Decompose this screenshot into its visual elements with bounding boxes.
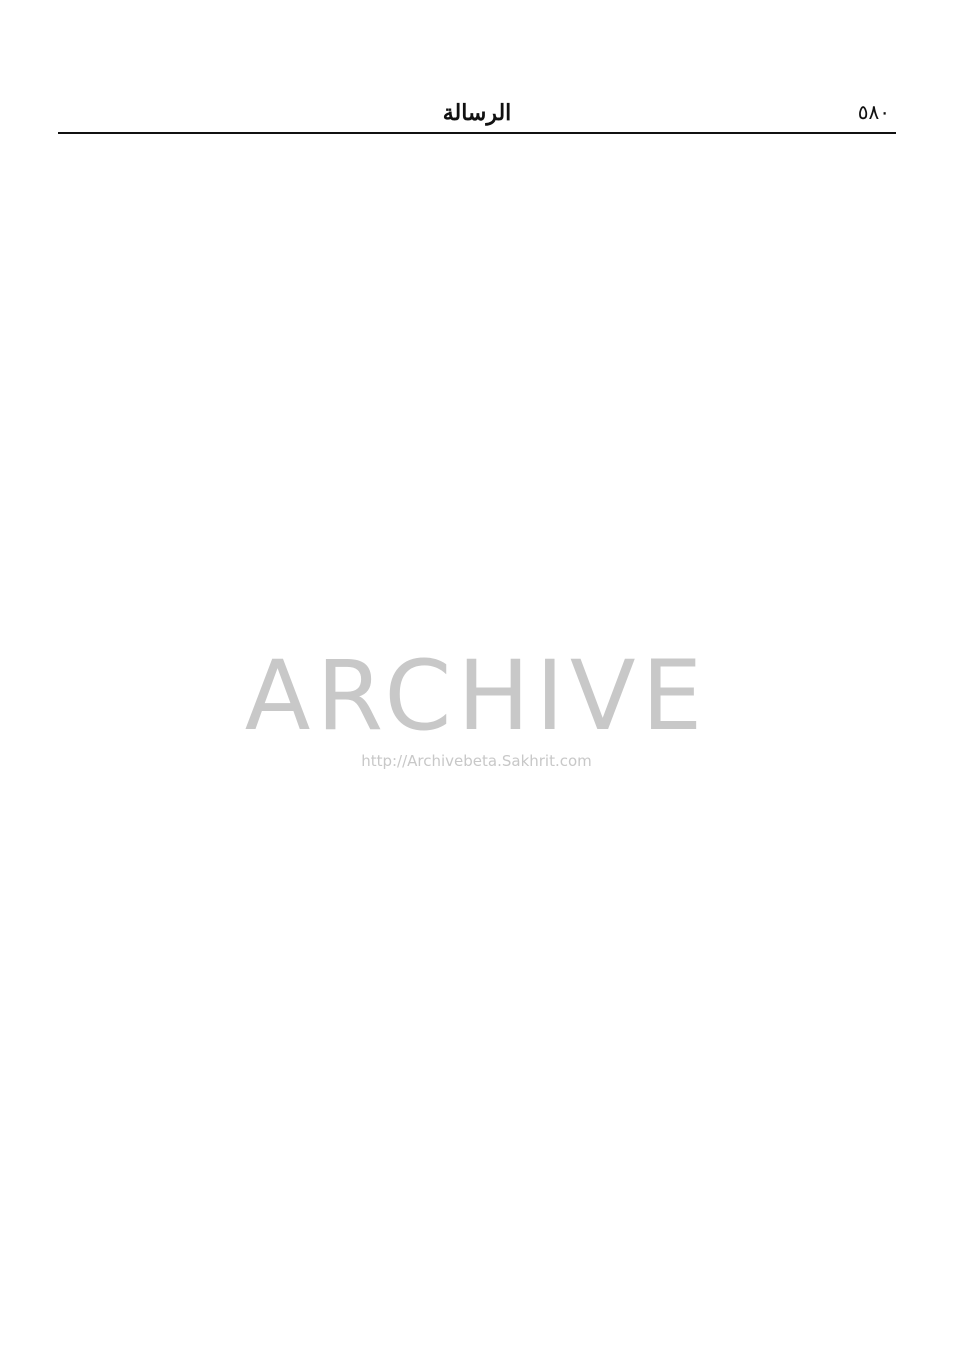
page-number: ٥٨٠ (857, 100, 890, 124)
archive-watermark (0, 640, 953, 770)
watermark-url: http://Archivebeta.Sakhrit.com (361, 752, 592, 770)
page-header (58, 100, 896, 134)
journal-title: الرسالة (442, 100, 512, 126)
watermark-word: ARCHIVE (244, 640, 709, 752)
